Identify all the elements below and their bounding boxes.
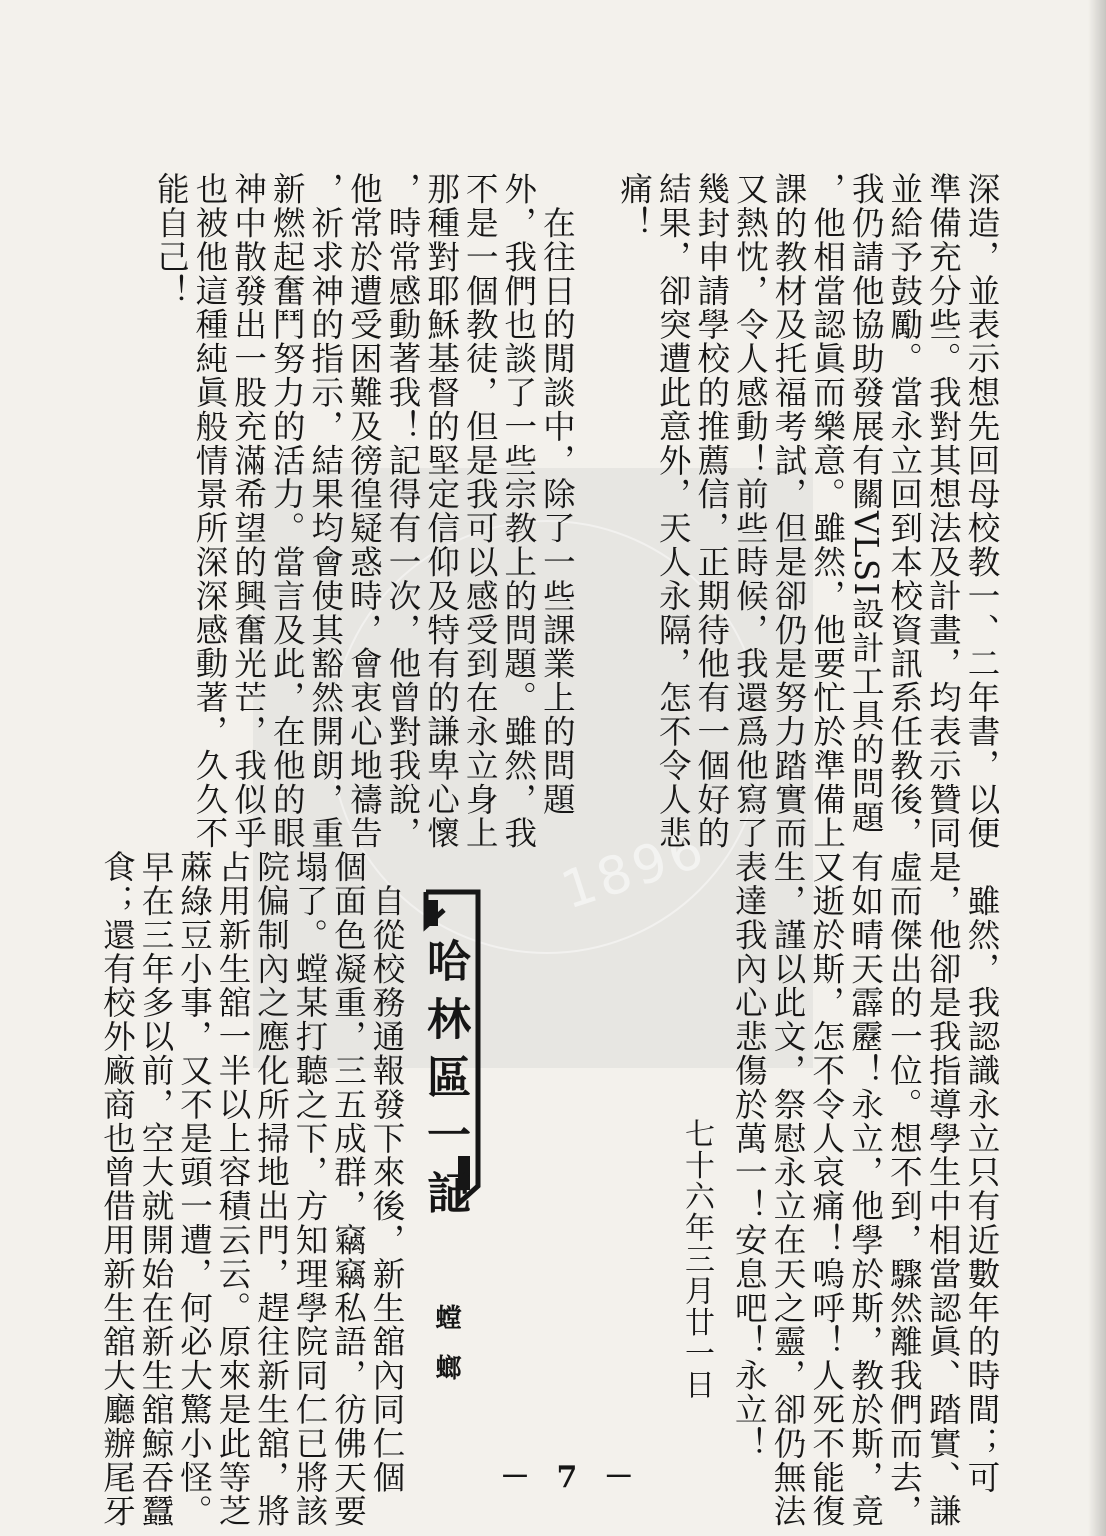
text-column: ，祈求神的指示，結果均會使其豁然開朗，重 [306,172,345,850]
text-column: 塌了。螳某打聽之下，方知理學院同仁已將該 [291,850,329,1528]
text-column: 我仍請他協助發展有關VLSI設計工具的問題 [847,172,886,835]
text-column: 能自己！ [152,172,191,308]
text-column: 有如晴天霹靂！永立，他學於斯，教於斯，竟 [846,850,885,1528]
date-line: 七十六年三月廿一日 [679,1118,714,1401]
text-column: 在往日的閒談中，除了一些課業上的問題 [538,172,577,817]
text-column: 也被他這種純眞般情景所深深感動著，久久不 [191,172,229,850]
text-column: 結果，卻突遭此意外，天人永隔，怎不令人悲 [654,172,693,850]
text-column: 並給予鼓勵。當永立回到本校資訊系任教後， [885,172,924,850]
text-column: ，時常感動著我！記得有一次，他曾對我說， [384,172,422,850]
text-column: 那種對耶穌基督的堅定信仰及特有的謙卑心懷 [422,172,461,850]
article-author: 螳螂 [431,1304,461,1404]
text-column: 課的教材及托福考試，但是卻仍是努力踏實而 [770,172,808,850]
text-column: 痛！ [615,172,654,240]
text-column: 占用新生舘一半以上容積云云。原來是此等芝 [214,850,252,1528]
text-column: 院偏制內之應化所掃地出門，趕往新生舘，將 [252,850,291,1528]
text-column: 早在三年多以前，空大就開始在新生舘鯨吞蠶 [137,850,175,1528]
text-column: 他常於遭受困難及徬徨疑惑時，會衷心地禱告 [345,172,384,850]
text-column: 生，謹以此文，祭慰永立在天之靈，卻仍無法 [769,850,807,1528]
text-column: 是，他卻是我指導學生中相當認眞、踏實、謙 [924,850,963,1528]
text-column: 不是一個教徒，但是我可以感受到在永立身上 [461,172,500,850]
page-number: － 7 － [500,1460,642,1495]
text-column: 又逝於斯，怎不令人哀痛！嗚呼！人死不能復 [807,850,846,1528]
text-column: 個面色凝重，三五成群，竊竊私語，彷佛天要 [329,850,368,1528]
text-column: 神中散發出一股充滿希望的興奮光芒，我似乎 [229,172,268,850]
text-column: 自從校務通報發下來後，新生舘內同仁個 [368,850,406,1495]
text-column: 蔴綠豆小事，又不是頭一遭，何必大驚小怪。 [175,850,214,1528]
text-column: 深造，並表示想先回母校教一、二年書，以便 [963,172,1001,850]
text-column: 準備充分些。我對其想法及計畫，均表示贊同 [924,172,963,850]
text-column: 又熱忱，令人感動！前些時候，我還爲他寫了 [731,172,770,850]
watermark-year: 1896 [554,818,714,922]
text-column: 雖然，我認識永立只有近數年的時間；可 [963,850,1001,1495]
text-column: 幾封申請學校的推薦信，正期待他有一個好的 [692,172,731,850]
text-column: 外，我們也談了一些宗教上的問題。雖然，我 [499,172,538,850]
text-column: 表達我內心悲傷於萬一！安息吧！永立！ [730,850,769,1461]
article-title: 哈林區一記 [419,938,470,1228]
text-column: ，他相當認眞而樂意。雖然，他要忙於準備上 [808,172,847,850]
text-column: 食；還有校外廠商也曾借用新生舘大廳辦尾牙 [98,850,137,1528]
text-column: 新燃起奮鬥努力的活力。當言及此，在他的眼 [268,172,307,850]
text-column: 虛而傑出的一位。想不到，驟然離我們而去， [885,850,924,1528]
page-edge-shadow [1088,0,1106,1536]
